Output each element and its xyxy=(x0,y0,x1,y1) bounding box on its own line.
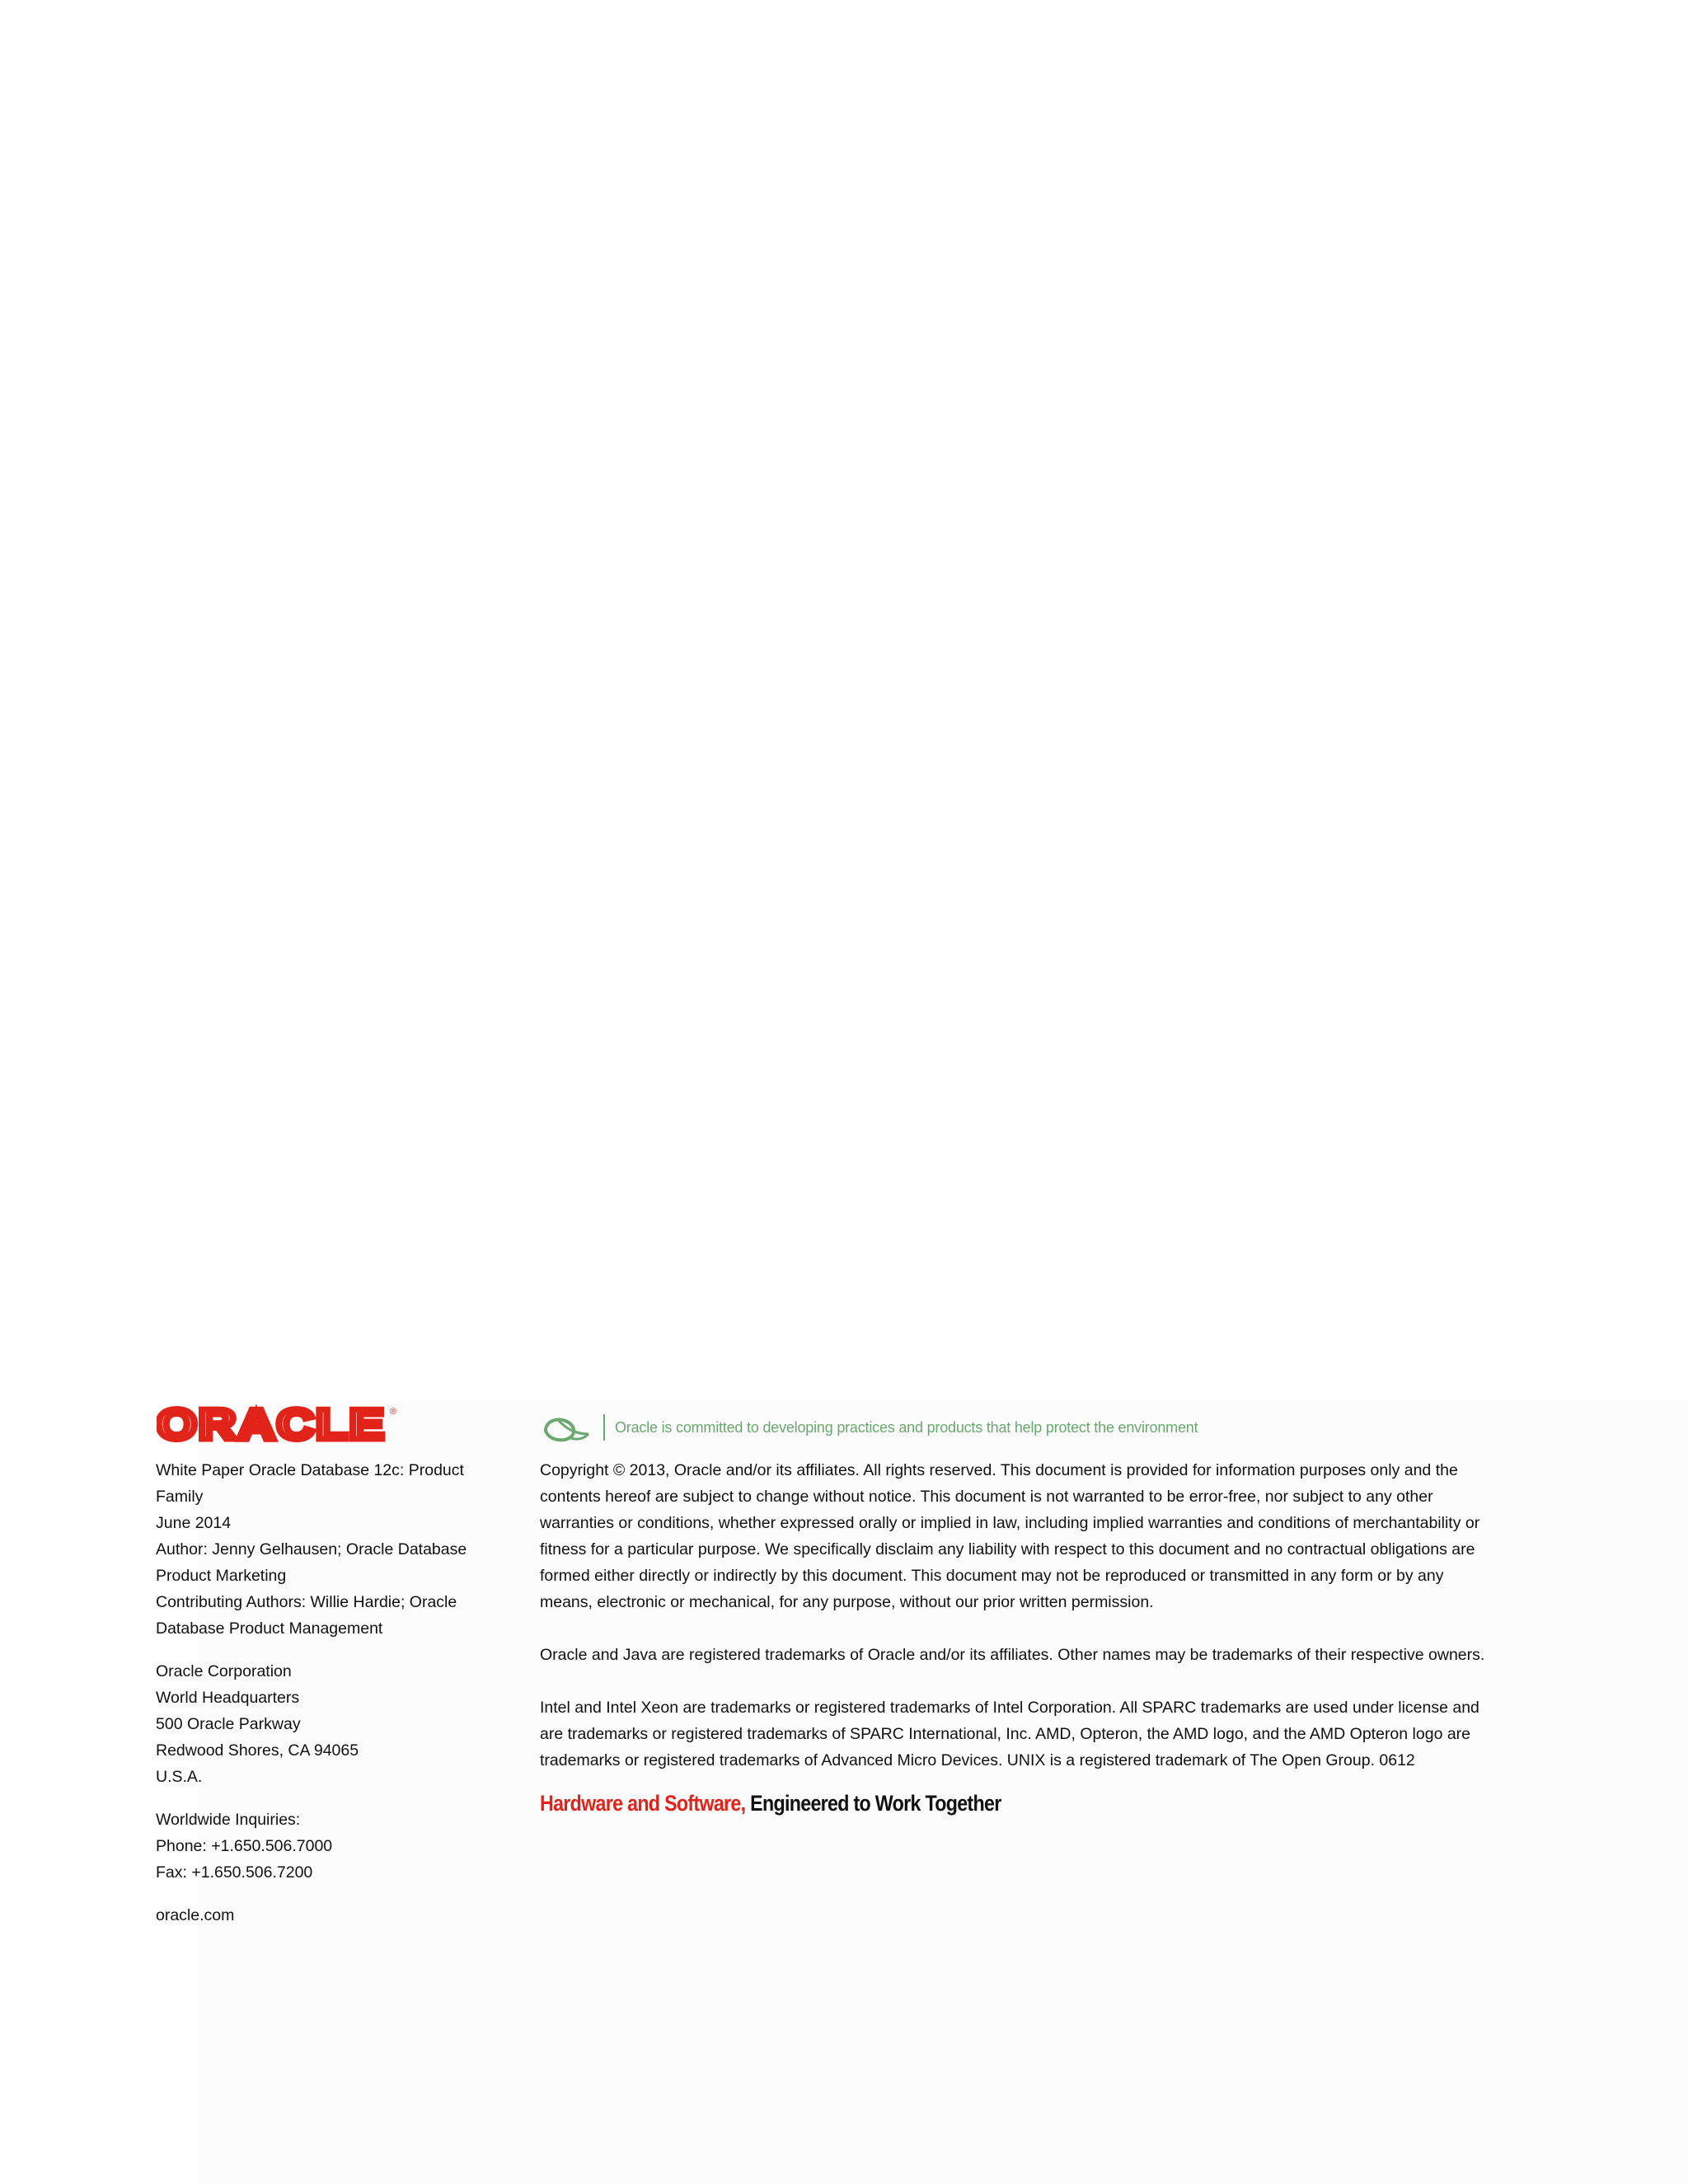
copyright-line: Copyright © 2013, Oracle and/or its affiliates. All rights reserved. This document is provided for information purposes only and the xyxy=(540,1461,1458,1479)
oracle-logo-text: ORACLE xyxy=(157,1403,386,1444)
oracle-trademark-paragraph xyxy=(540,1642,1529,1668)
website-block xyxy=(156,1902,502,1929)
copyright-line: warranties or conditions, whether expressed orally or implied in law, including implied warranties and conditions of merchantability or xyxy=(540,1514,1480,1532)
inquiries-line: Worldwide Inquiries: xyxy=(156,1811,301,1829)
copyright-paragraph xyxy=(540,1457,1529,1615)
trademark-line: are trademarks or registered trademarks of SPARC International, Inc. AMD, Opteron, the AMD logo, and the AMD Opteron logo are xyxy=(540,1725,1471,1743)
registered-mark: ® xyxy=(390,1407,397,1417)
document-info-line: Author: Jenny Gelhausen; Oracle Database xyxy=(156,1540,467,1558)
intel-trademark-paragraph xyxy=(540,1694,1529,1774)
document-info-line: June 2014 xyxy=(156,1514,232,1532)
legal-column xyxy=(540,1457,1529,1816)
tagline-highlight: Hardware and Software, xyxy=(540,1791,746,1816)
document-info-block xyxy=(156,1457,502,1642)
inquiries-block xyxy=(156,1807,502,1886)
document-info-line: Product Marketing xyxy=(156,1567,287,1585)
document-info-line: Contributing Authors: Willie Hardie; Oracle xyxy=(156,1593,457,1611)
leaf-outline-icon xyxy=(541,1411,593,1444)
copyright-line: fitness for a particular purpose. We specifically disclaim any liability with respect to this document and no contractual obligations are xyxy=(540,1540,1475,1558)
banner-divider xyxy=(603,1414,605,1441)
phone-number: Phone: +1.650.506.7000 xyxy=(156,1837,333,1855)
website-link[interactable]: oracle.com xyxy=(156,1906,235,1924)
trademark-line: trademarks or registered trademarks of Advanced Micro Devices. UNIX is a registered trademark of The Open Group. 0612 xyxy=(540,1751,1415,1769)
environment-banner xyxy=(541,1411,1198,1444)
address-block xyxy=(156,1658,502,1790)
trademark-line: Intel and Intel Xeon are trademarks or registered trademarks of Intel Corporation. All SPARC trademarks are used under license and xyxy=(540,1699,1479,1717)
tagline-rest: Engineered to Work Together xyxy=(745,1791,1001,1816)
address-line: Redwood Shores, CA 94065 xyxy=(156,1741,359,1760)
address-line: 500 Oracle Parkway xyxy=(156,1715,301,1733)
fax-number: Fax: +1.650.506.7200 xyxy=(156,1863,313,1882)
document-info-line: Database Product Management xyxy=(156,1619,383,1638)
tagline xyxy=(540,1790,1390,1816)
environment-statement: Oracle is committed to developing practices and products that help protect the environment xyxy=(615,1418,1198,1436)
document-info-line: Family xyxy=(156,1488,204,1506)
copyright-line: contents hereof are subject to change without notice. This document is not warranted to be error-free, nor subject to any other xyxy=(540,1488,1433,1506)
copyright-line: formed either directly or indirectly by this document. This document may not be reproduced or transmitted in any form or by any xyxy=(540,1567,1444,1585)
address-line: U.S.A. xyxy=(156,1768,203,1786)
address-line: Oracle Corporation xyxy=(156,1662,292,1680)
address-line: World Headquarters xyxy=(156,1689,300,1707)
document-info-column xyxy=(156,1457,502,1945)
document-info-line: White Paper Oracle Database 12c: Product xyxy=(156,1461,464,1479)
trademark-line: Oracle and Java are registered trademarks of Oracle and/or its affiliates. Other names may be trademarks of their respective owners. xyxy=(540,1646,1485,1664)
oracle-logo xyxy=(157,1403,404,1444)
copyright-line: means, electronic or mechanical, for any purpose, without our prior written permission. xyxy=(540,1593,1154,1611)
